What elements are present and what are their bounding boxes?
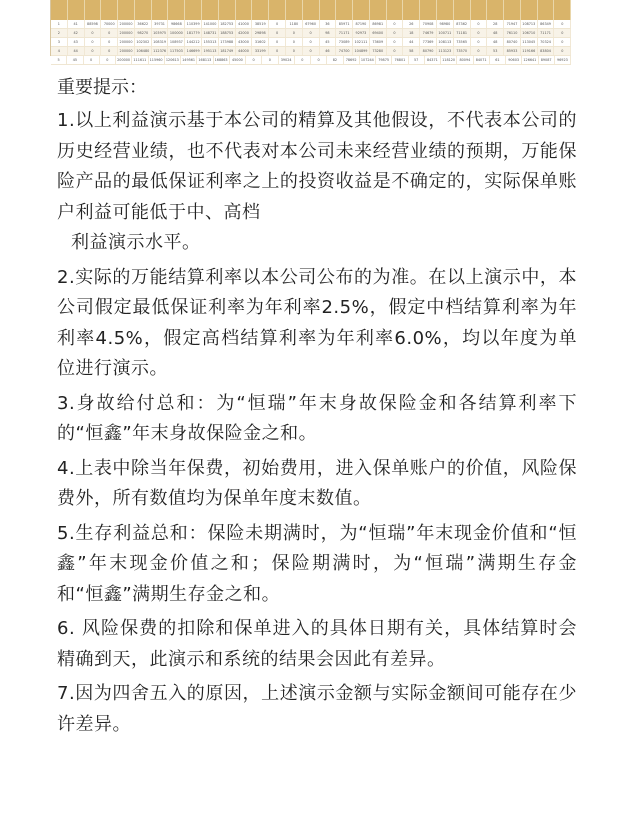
table-cell: 85933 bbox=[504, 47, 521, 55]
table-cell: 173988 bbox=[219, 38, 236, 46]
table-row bbox=[51, 56, 571, 65]
table-cell: 70000 bbox=[101, 20, 118, 28]
table-cell: 181779 bbox=[185, 29, 202, 37]
table-cell: 0 bbox=[387, 38, 404, 46]
table-cell: 45000 bbox=[230, 56, 246, 64]
table-header-cell bbox=[168, 0, 185, 20]
table-row bbox=[51, 29, 571, 38]
table-cell: 148731 bbox=[202, 29, 219, 37]
table-cell: 0 bbox=[101, 38, 118, 46]
table-cell: 141000 bbox=[202, 20, 219, 28]
table-cell: 200000 bbox=[118, 38, 135, 46]
table-cell: 108937 bbox=[168, 38, 185, 46]
table-cell: 200000 bbox=[118, 47, 135, 55]
table-cell: 168113 bbox=[197, 56, 213, 64]
table-cell: 71171 bbox=[336, 29, 353, 37]
table-header-cell bbox=[320, 0, 337, 20]
table-cell: 69400 bbox=[370, 29, 387, 37]
table-cell: 48 bbox=[487, 38, 504, 46]
table-cell: 107244 bbox=[360, 56, 376, 64]
table-header-cell bbox=[403, 0, 420, 20]
table-cell: 0 bbox=[554, 47, 571, 55]
table-cell: 106480 bbox=[135, 47, 152, 55]
table-cell: 74679 bbox=[420, 29, 437, 37]
table-cell: 0 bbox=[471, 29, 488, 37]
table-cell: 144212 bbox=[185, 38, 202, 46]
table-header-cell bbox=[118, 0, 135, 20]
table-cell: 44000 bbox=[236, 47, 253, 55]
table-cell: 0 bbox=[286, 38, 303, 46]
table-cell: 1180 bbox=[286, 20, 303, 28]
note-1-text: 1.以上利益演示基于本公司的精算及其他假设，不代表本公司的历史经营业绩，也不代表对本公司未来经营业绩的预期，万能保险产品的最低保证利率之上的投资收益是不确定的，实际保单账户利益可能低于中、高档 bbox=[57, 110, 577, 223]
table-cell: 73570 bbox=[454, 47, 471, 55]
table-cell: 76110 bbox=[504, 29, 521, 37]
table-cell: 108319 bbox=[152, 38, 169, 46]
table-cell: 41 bbox=[68, 20, 85, 28]
table-cell: 104899 bbox=[353, 47, 370, 55]
table-cell: 86981 bbox=[370, 20, 387, 28]
table-cell: 58 bbox=[403, 47, 420, 55]
table-cell: 5 bbox=[51, 56, 67, 64]
table-cell: 33199 bbox=[252, 47, 269, 55]
table-cell: 1 bbox=[51, 20, 68, 28]
table-cell: 18 bbox=[403, 29, 420, 37]
notes-section bbox=[57, 76, 577, 744]
table-cell: 106710 bbox=[521, 29, 538, 37]
table-cell: 43000 bbox=[236, 38, 253, 46]
table-cell: 108713 bbox=[521, 20, 538, 28]
table-cell: 89087 bbox=[539, 56, 555, 64]
table-header-cell bbox=[135, 0, 152, 20]
note-6: 6. 风险保费的扣除和保单进入的具体日期有关，具体结算时会精确到天，此演示和系统的结果会因此有差异。 bbox=[57, 618, 577, 670]
table-header-cell bbox=[85, 0, 102, 20]
table-cell: 0 bbox=[269, 47, 286, 55]
table-cell: 4 bbox=[51, 47, 68, 55]
table-cell: 0 bbox=[101, 47, 118, 55]
table-cell: 0 bbox=[471, 20, 488, 28]
table-cell: 41000 bbox=[236, 20, 253, 28]
table-cell: 71171 bbox=[538, 29, 555, 37]
table-cell: 195113 bbox=[202, 47, 219, 55]
table-cell: 39731 bbox=[152, 20, 169, 28]
table-header-cell bbox=[219, 0, 236, 20]
table-cell: 0 bbox=[554, 29, 571, 37]
table-cell: 73089 bbox=[336, 38, 353, 46]
table-cell: 182753 bbox=[219, 20, 236, 28]
note-7: 7.因为四舍五入的原因，上述演示金额与实际金额间可能存在少许差异。 bbox=[57, 683, 577, 735]
table-cell: 84071 bbox=[474, 56, 490, 64]
table-cell: 149561 bbox=[181, 56, 197, 64]
table-header bbox=[51, 0, 571, 20]
table-cell: 120613 bbox=[165, 56, 181, 64]
table-header-cell bbox=[370, 0, 387, 20]
table-cell: 2 bbox=[51, 29, 68, 37]
table-row bbox=[51, 38, 571, 47]
table-cell: 200000 bbox=[116, 56, 132, 64]
table-cell: 0 bbox=[269, 20, 286, 28]
table-cell: 45 bbox=[67, 56, 83, 64]
table-cell: 80094 bbox=[457, 56, 473, 64]
table-header-cell bbox=[236, 0, 253, 20]
table-cell: 113045 bbox=[521, 38, 538, 46]
table-cell: 0 bbox=[303, 29, 320, 37]
table-cell: 102111 bbox=[353, 38, 370, 46]
table-cell: 38519 bbox=[252, 20, 269, 28]
table-cell: 78692 bbox=[344, 56, 360, 64]
table-cell: 108113 bbox=[437, 38, 454, 46]
table-cell: 42000 bbox=[236, 29, 253, 37]
table-cell: 84371 bbox=[425, 56, 441, 64]
table-cell: 44 bbox=[68, 47, 85, 55]
table-cell: 0 bbox=[101, 29, 118, 37]
table-cell: 98980 bbox=[437, 20, 454, 28]
table-header-cell bbox=[538, 0, 555, 20]
table-cell: 0 bbox=[286, 29, 303, 37]
table-cell: 53 bbox=[487, 47, 504, 55]
table-cell: 67960 bbox=[303, 20, 320, 28]
table-cell: 0 bbox=[554, 20, 571, 28]
table-header-cell bbox=[504, 0, 521, 20]
table-header-cell bbox=[269, 0, 286, 20]
table-cell: 0 bbox=[262, 56, 278, 64]
table-cell: 70324 bbox=[538, 38, 555, 46]
table-header-cell bbox=[454, 0, 471, 20]
table-cell: 82 bbox=[327, 56, 343, 64]
table-header-cell bbox=[286, 0, 303, 20]
table-cell: 102302 bbox=[135, 38, 152, 46]
table-cell: 74700 bbox=[336, 47, 353, 55]
table-header-cell bbox=[68, 0, 85, 20]
table-header-cell bbox=[554, 0, 571, 20]
note-1 bbox=[57, 106, 577, 259]
note-2: 2.实际的万能结算利率以本公司公布的为准。在以上演示中，本公司假定最低保证利率为年利率2.5%，假定中档结算利率为年利率4.5%，假定高档结算利率为年利率6.0%，均以年度为单位进行演示。 bbox=[57, 266, 577, 379]
table-cell: 113123 bbox=[437, 47, 454, 55]
note-5: 5.生存利益总和：保险未期满时，为“恒瑞”年末现金价值和“恒鑫”年末现金价值之和；保险期满时，为“恒瑞”满期生存金和“恒鑫”满期生存金之和。 bbox=[57, 522, 577, 605]
table-row bbox=[51, 47, 571, 56]
table-cell: 0 bbox=[471, 47, 488, 55]
table-cell: 111611 bbox=[132, 56, 148, 64]
table-cell: 70908 bbox=[420, 20, 437, 28]
table-header-cell bbox=[152, 0, 169, 20]
benefit-table-strip bbox=[50, 0, 571, 62]
table-cell: 3 bbox=[51, 38, 68, 46]
table-header-cell bbox=[303, 0, 320, 20]
table-cell: 28 bbox=[487, 20, 504, 28]
table-header-cell bbox=[420, 0, 437, 20]
table-header-cell bbox=[353, 0, 370, 20]
table-cell: 85971 bbox=[336, 20, 353, 28]
table-cell: 42 bbox=[68, 29, 85, 37]
table-cell: 39024 bbox=[279, 56, 295, 64]
table-cell: 98668 bbox=[168, 20, 185, 28]
table-cell: 103975 bbox=[152, 29, 169, 37]
table-cell: 168863 bbox=[214, 56, 230, 64]
table-cell: 0 bbox=[387, 20, 404, 28]
table-cell: 31602 bbox=[252, 38, 269, 46]
table-cell: 71181 bbox=[454, 29, 471, 37]
table-cell: 0 bbox=[303, 47, 320, 55]
table-header-cell bbox=[101, 0, 118, 20]
table-cell: 0 bbox=[303, 38, 320, 46]
table-row bbox=[51, 20, 571, 29]
table-header-cell bbox=[487, 0, 504, 20]
table-cell: 90603 bbox=[506, 56, 522, 64]
table-header-cell bbox=[51, 0, 68, 20]
table-header-cell bbox=[185, 0, 202, 20]
table-cell: 112376 bbox=[152, 47, 169, 55]
table-cell: 71947 bbox=[504, 20, 521, 28]
table-cell: 146699 bbox=[185, 47, 202, 55]
table-cell: 155313 bbox=[202, 38, 219, 46]
table-header-cell bbox=[521, 0, 538, 20]
table-cell: 0 bbox=[311, 56, 327, 64]
table-cell: 77369 bbox=[420, 38, 437, 46]
table-cell: 36 bbox=[320, 20, 337, 28]
table-header-cell bbox=[252, 0, 269, 20]
table-cell: 0 bbox=[471, 38, 488, 46]
table-cell: 0 bbox=[269, 38, 286, 46]
table-cell: 79875 bbox=[376, 56, 392, 64]
table-cell: 200000 bbox=[118, 20, 135, 28]
table-cell: 0 bbox=[387, 29, 404, 37]
table-cell: 0 bbox=[246, 56, 262, 64]
table-cell: 115960 bbox=[149, 56, 165, 64]
note-3: 3.身故给付总和：为“恒瑞”年末身故保险金和各结算利率下的“恒鑫”年末身故保险金之和。 bbox=[57, 392, 577, 444]
note-4: 4.上表中除当年保费，初始费用，进入保单账户的价值，风险保费外，所有数值均为保单年度末数值。 bbox=[57, 457, 577, 509]
table-cell: 86349 bbox=[538, 20, 555, 28]
table-header-cell bbox=[202, 0, 219, 20]
table-cell: 126641 bbox=[522, 56, 538, 64]
table-cell: 36622 bbox=[135, 20, 152, 28]
table-cell: 100711 bbox=[437, 29, 454, 37]
table-cell: 0 bbox=[295, 56, 311, 64]
table-cell: 61 bbox=[490, 56, 506, 64]
table-cell: 0 bbox=[269, 29, 286, 37]
table-cell: 188753 bbox=[219, 29, 236, 37]
table-cell: 200000 bbox=[118, 29, 135, 37]
table-header-cell bbox=[437, 0, 454, 20]
table-cell: 80740 bbox=[504, 38, 521, 46]
table-cell: 100000 bbox=[168, 29, 185, 37]
table-cell: 43 bbox=[68, 38, 85, 46]
table-cell: 118120 bbox=[441, 56, 457, 64]
table-cell: 44 bbox=[403, 38, 420, 46]
table-header-cell bbox=[336, 0, 353, 20]
table-cell: 88598 bbox=[85, 20, 102, 28]
table-cell: 87362 bbox=[454, 20, 471, 28]
table-cell: 46 bbox=[320, 47, 337, 55]
table-cell: 0 bbox=[85, 38, 102, 46]
table-cell: 29898 bbox=[252, 29, 269, 37]
table-cell: 76801 bbox=[392, 56, 408, 64]
table-cell: 73565 bbox=[454, 38, 471, 46]
table-body bbox=[51, 20, 571, 65]
table-cell: 98 bbox=[320, 29, 337, 37]
table-cell: 0 bbox=[85, 29, 102, 37]
table-header-cell bbox=[471, 0, 488, 20]
note-1-continuation: 利益演示水平。 bbox=[71, 232, 201, 253]
table-cell: 45 bbox=[320, 38, 337, 46]
table-cell: 73609 bbox=[370, 38, 387, 46]
table-cell: 48 bbox=[487, 29, 504, 37]
table-cell: 181749 bbox=[219, 47, 236, 55]
table-cell: 92973 bbox=[353, 29, 370, 37]
notes-heading: 重要提示： bbox=[57, 77, 147, 98]
table-cell: 87190 bbox=[353, 20, 370, 28]
table-cell: 110399 bbox=[185, 20, 202, 28]
table-cell: 57 bbox=[409, 56, 425, 64]
table-cell: 0 bbox=[84, 56, 100, 64]
table-cell: 0 bbox=[554, 38, 571, 46]
table-cell: 0 bbox=[387, 47, 404, 55]
table-cell: 73280 bbox=[370, 47, 387, 55]
table-cell: 26 bbox=[403, 20, 420, 28]
table-cell: 98270 bbox=[135, 29, 152, 37]
table-cell: 80790 bbox=[420, 47, 437, 55]
table-cell: 119166 bbox=[521, 47, 538, 55]
table-cell: 0 bbox=[100, 56, 116, 64]
table-header-cell bbox=[387, 0, 404, 20]
table-cell: 0 bbox=[286, 47, 303, 55]
table-cell: 96923 bbox=[555, 56, 571, 64]
table-cell: 117503 bbox=[168, 47, 185, 55]
table-cell: 83804 bbox=[538, 47, 555, 55]
table-cell: 0 bbox=[85, 47, 102, 55]
